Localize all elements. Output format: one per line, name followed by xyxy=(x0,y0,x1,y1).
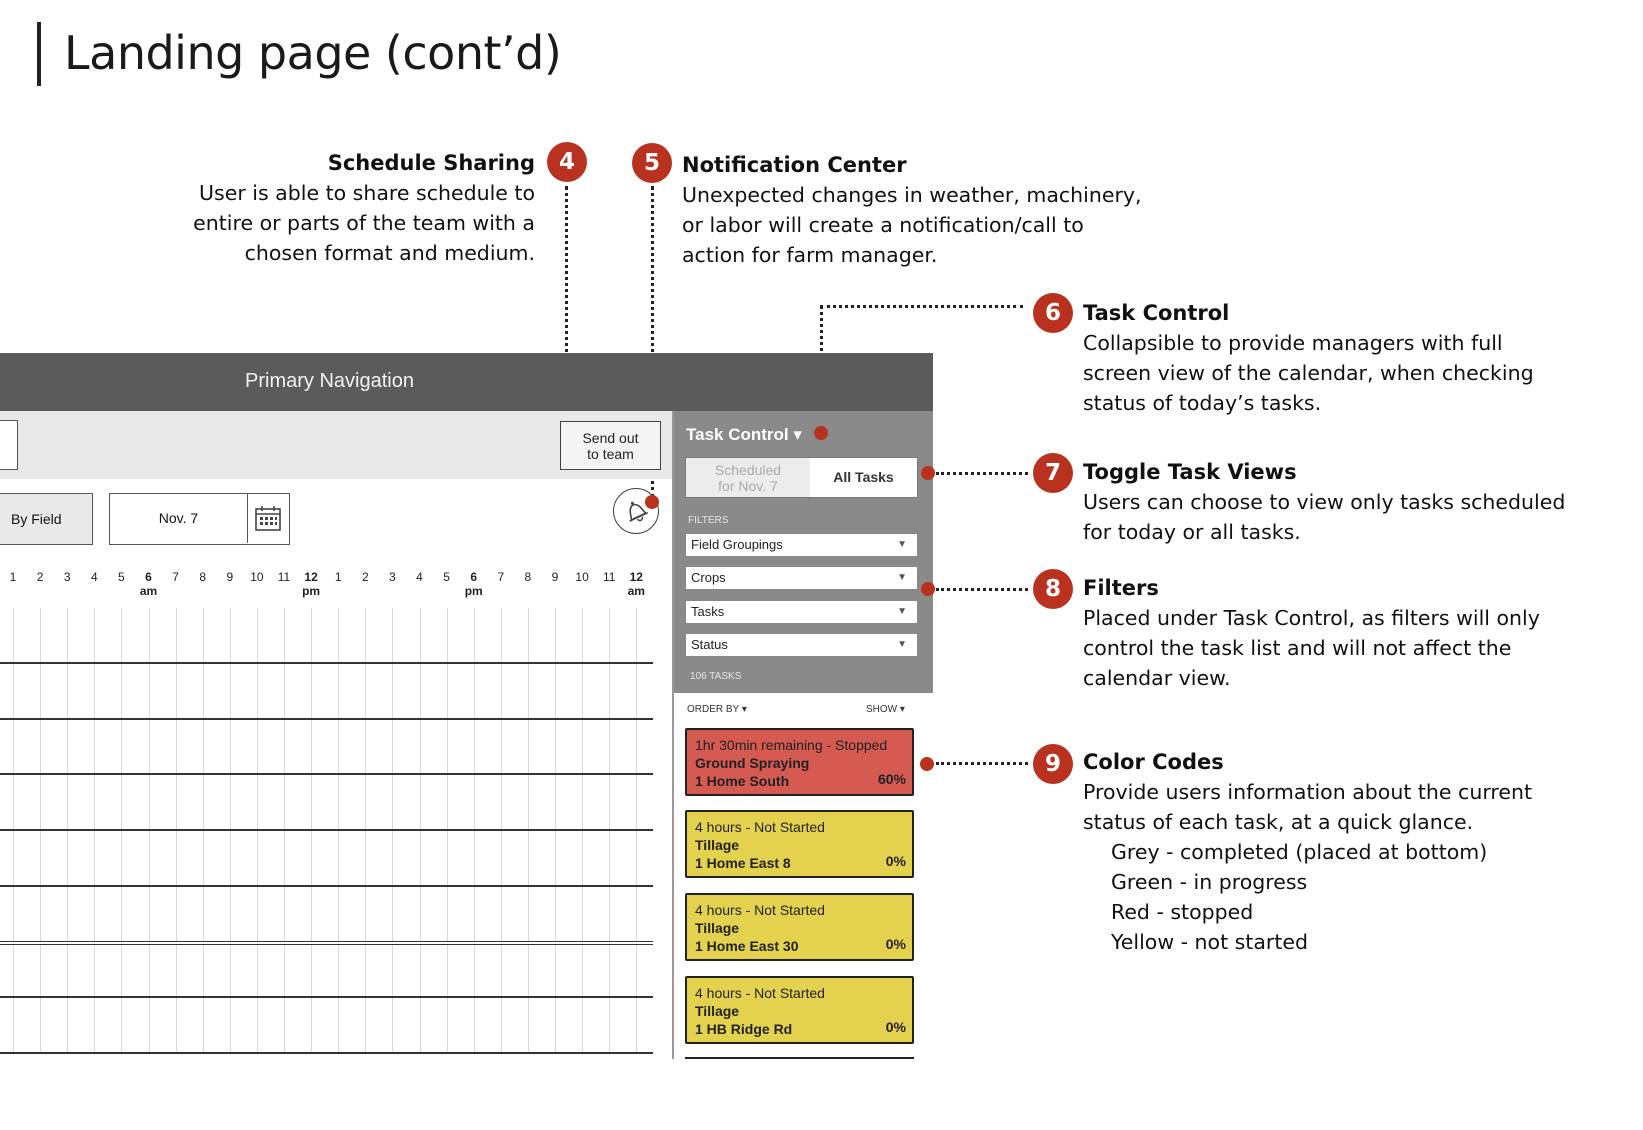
chevron-down-icon: ▼ xyxy=(897,639,907,650)
callout-8-line-2: control the task list and will not affect the xyxy=(1083,636,1512,660)
grid-column-line xyxy=(230,608,231,1054)
callout-6-badge: 6 xyxy=(1033,293,1073,333)
callout-6-title: Task Control xyxy=(1083,301,1230,325)
hour-label: 12 pm xyxy=(302,570,321,598)
toggle-scheduled-option[interactable] xyxy=(686,458,810,497)
callout-7-marker xyxy=(921,466,935,480)
callout-7-line-2: for today or all tasks. xyxy=(1083,520,1301,544)
grid-column-line xyxy=(284,608,285,1054)
grid-column-line xyxy=(555,608,556,1054)
grid-column-line xyxy=(67,608,68,1054)
grid-column-line xyxy=(636,608,637,1054)
task-name: Tillage xyxy=(695,920,740,936)
hour-label: 9 xyxy=(551,570,559,584)
grid-row-line xyxy=(0,662,653,664)
page-title: Landing page (cont’d) xyxy=(64,26,562,80)
callout-7-leader xyxy=(936,472,1028,475)
task-count: 106 TASKS xyxy=(690,671,742,682)
legend-grey: Grey - completed (placed at bottom) xyxy=(1111,840,1488,864)
legend-yellow: Yellow - not started xyxy=(1111,930,1309,954)
hour-label: 4 xyxy=(90,570,98,584)
hour-label: 1 xyxy=(334,570,342,584)
filter-field-groupings-label: Field Groupings xyxy=(691,537,783,552)
grid-column-line xyxy=(121,608,122,1054)
filter-crops[interactable] xyxy=(685,566,918,590)
callout-6-line-2: screen view of the calendar, when checking xyxy=(1083,361,1534,385)
callout-6-line-3: status of today’s tasks. xyxy=(1083,391,1322,415)
title-rule xyxy=(37,22,41,86)
callout-5-line-3: action for farm manager. xyxy=(682,243,938,267)
next-task-card-edge xyxy=(685,1057,914,1059)
send-button-line-1: Send out xyxy=(582,430,639,446)
grid-row-line xyxy=(0,996,653,998)
grid-column-line xyxy=(94,608,95,1054)
callout-9-marker xyxy=(920,757,934,771)
callout-5-body xyxy=(682,180,1142,270)
hour-label: 7 xyxy=(497,570,505,584)
hour-label: 4 xyxy=(416,570,423,584)
task-name: Tillage xyxy=(695,1003,740,1019)
send-to-team-button[interactable] xyxy=(560,421,661,470)
grid-row-line xyxy=(0,1052,653,1054)
task-card[interactable] xyxy=(685,810,914,878)
grid-row-line xyxy=(0,773,653,775)
chevron-down-icon: ▼ xyxy=(897,539,907,550)
task-percent: 0% xyxy=(885,1019,906,1035)
callout-4-badge: 4 xyxy=(547,142,587,182)
callout-8-title: Filters xyxy=(1083,576,1159,600)
hour-label: 12 am xyxy=(627,570,645,598)
grid-column-line xyxy=(13,608,14,1054)
toolbar-left-control[interactable] xyxy=(0,420,18,470)
filter-field-groupings[interactable] xyxy=(685,533,918,557)
callout-8-marker xyxy=(921,582,935,596)
toggle-scheduled-line-1: Scheduled xyxy=(714,462,782,478)
calendar-grid[interactable] xyxy=(0,608,653,1054)
calendar-icon[interactable] xyxy=(254,504,282,532)
task-status-line: 4 hours - Not Started xyxy=(695,819,825,835)
send-button-line-2: to team xyxy=(587,446,634,462)
grid-column-line xyxy=(420,608,421,1054)
grid-column-line xyxy=(474,608,475,1054)
callout-5-badge: 5 xyxy=(632,143,672,183)
task-view-toggle[interactable] xyxy=(685,457,918,498)
hour-label: 9 xyxy=(226,570,234,584)
legend-green: Green - in progress xyxy=(1111,870,1308,894)
task-status-line: 4 hours - Not Started xyxy=(695,985,825,1001)
grid-column-line xyxy=(176,608,177,1054)
grid-row-line xyxy=(0,941,653,945)
hour-label: 8 xyxy=(199,570,207,584)
callout-4-body xyxy=(180,178,535,268)
callout-8-body xyxy=(1083,603,1540,693)
task-name: Ground Spraying xyxy=(695,755,810,771)
grid-column-line xyxy=(501,608,502,1054)
task-card[interactable] xyxy=(685,976,914,1044)
callout-7-badge: 7 xyxy=(1033,453,1073,493)
grid-column-line xyxy=(149,608,150,1054)
callout-9-badge: 9 xyxy=(1033,744,1073,784)
grid-row-line xyxy=(0,829,653,831)
callout-5-line-2: or labor will create a notification/call to xyxy=(682,213,1084,237)
grid-column-line xyxy=(257,608,258,1054)
task-percent: 0% xyxy=(885,936,906,952)
callout-9-body xyxy=(1083,777,1532,957)
by-field-button[interactable]: By Field xyxy=(0,493,93,545)
callout-7-title: Toggle Task Views xyxy=(1083,460,1297,484)
hour-label: 10 xyxy=(250,570,264,584)
filters-label: FILTERS xyxy=(688,515,729,526)
task-percent: 60% xyxy=(877,771,906,787)
hour-label: 5 xyxy=(118,570,125,584)
task-field: 1 Home East 30 xyxy=(695,938,799,954)
callout-8-leader xyxy=(936,588,1028,591)
grid-row-line xyxy=(0,718,653,720)
task-status-line: 1hr 30min remaining - Stopped xyxy=(695,737,888,753)
grid-row-line xyxy=(0,885,653,887)
chevron-down-icon: ▼ xyxy=(897,572,907,583)
task-name: Tillage xyxy=(695,837,740,853)
task-percent: 0% xyxy=(885,853,906,869)
task-card[interactable] xyxy=(685,893,914,961)
hour-label: 6 am xyxy=(139,570,158,598)
hour-label: 2 xyxy=(36,570,44,584)
hour-label: 10 xyxy=(575,570,589,584)
callout-4-line-1: User is able to share schedule to xyxy=(199,181,535,205)
show-dropdown[interactable]: SHOW ▾ xyxy=(866,704,905,715)
hour-label: 3 xyxy=(63,570,71,584)
hour-label: 1 xyxy=(9,570,17,584)
task-status-line: 4 hours - Not Started xyxy=(695,902,825,918)
grid-column-line xyxy=(528,608,529,1054)
grid-column-line xyxy=(609,608,610,1054)
hour-label: 6 pm xyxy=(464,570,483,598)
callout-7-line-1: Users can choose to view only tasks scheduled xyxy=(1083,490,1566,514)
task-control-toggle[interactable]: Task Control ▾ xyxy=(686,425,802,444)
filter-crops-label: Crops xyxy=(691,570,726,585)
primary-navigation-label: Primary Navigation xyxy=(245,370,414,392)
callout-5-marker xyxy=(645,495,659,509)
hour-label: 3 xyxy=(389,570,396,584)
date-picker[interactable] xyxy=(109,493,290,545)
chevron-down-icon: ▼ xyxy=(897,606,907,617)
grid-column-line xyxy=(338,608,339,1054)
toggle-all-tasks-option[interactable]: All Tasks xyxy=(833,469,894,485)
callout-9-line-2: status of each task, at a quick glance. xyxy=(1083,810,1474,834)
callout-8-line-1: Placed under Task Control, as filters will only xyxy=(1083,606,1540,630)
filter-status[interactable] xyxy=(685,633,918,657)
date-value: Nov. 7 xyxy=(110,494,248,543)
callout-6-marker xyxy=(814,426,828,440)
hour-label: 11 xyxy=(602,570,616,584)
callout-5-title: Notification Center xyxy=(682,153,907,177)
callout-6-body xyxy=(1083,328,1534,418)
legend-red: Red - stopped xyxy=(1111,900,1254,924)
grid-column-line xyxy=(365,608,366,1054)
task-field: 1 Home South xyxy=(695,773,790,789)
toggle-scheduled-line-2: for Nov. 7 xyxy=(718,478,778,494)
callout-9-line-1: Provide users information about the current xyxy=(1083,780,1533,804)
order-by-dropdown[interactable]: ORDER BY ▾ xyxy=(687,704,747,715)
hour-label: 11 xyxy=(277,570,291,584)
callout-4-line-2: entire or parts of the team with a xyxy=(193,211,535,235)
callout-6-leader-h xyxy=(820,305,1023,308)
primary-navigation[interactable] xyxy=(0,353,933,411)
callout-9-title: Color Codes xyxy=(1083,750,1224,774)
grid-column-line xyxy=(582,608,583,1054)
task-field: 1 Home East 8 xyxy=(695,855,791,871)
task-card[interactable] xyxy=(685,728,914,796)
grid-column-line xyxy=(203,608,204,1054)
callout-8-line-3: calendar view. xyxy=(1083,666,1231,690)
grid-column-line xyxy=(392,608,393,1054)
grid-column-line xyxy=(311,608,312,1054)
task-field: 1 HB Ridge Rd xyxy=(695,1021,793,1037)
callout-5-line-1: Unexpected changes in weather, machinery, xyxy=(682,183,1142,207)
filter-tasks-label: Tasks xyxy=(691,604,725,619)
hour-label: 5 xyxy=(443,570,450,584)
filter-tasks[interactable] xyxy=(685,600,918,624)
hour-label: 2 xyxy=(361,570,369,584)
callout-9-leader xyxy=(936,762,1028,765)
filter-status-label: Status xyxy=(691,637,728,652)
hour-label: 7 xyxy=(172,570,179,584)
hour-label: 8 xyxy=(524,570,532,584)
callout-8-badge: 8 xyxy=(1033,569,1073,609)
grid-column-line xyxy=(447,608,448,1054)
grid-column-line xyxy=(40,608,41,1054)
callout-6-line-1: Collapsible to provide managers with full xyxy=(1083,331,1503,355)
callout-4-title: Schedule Sharing xyxy=(327,151,535,175)
callout-7-body xyxy=(1083,487,1565,547)
callout-4-line-3: chosen format and medium. xyxy=(244,241,535,265)
